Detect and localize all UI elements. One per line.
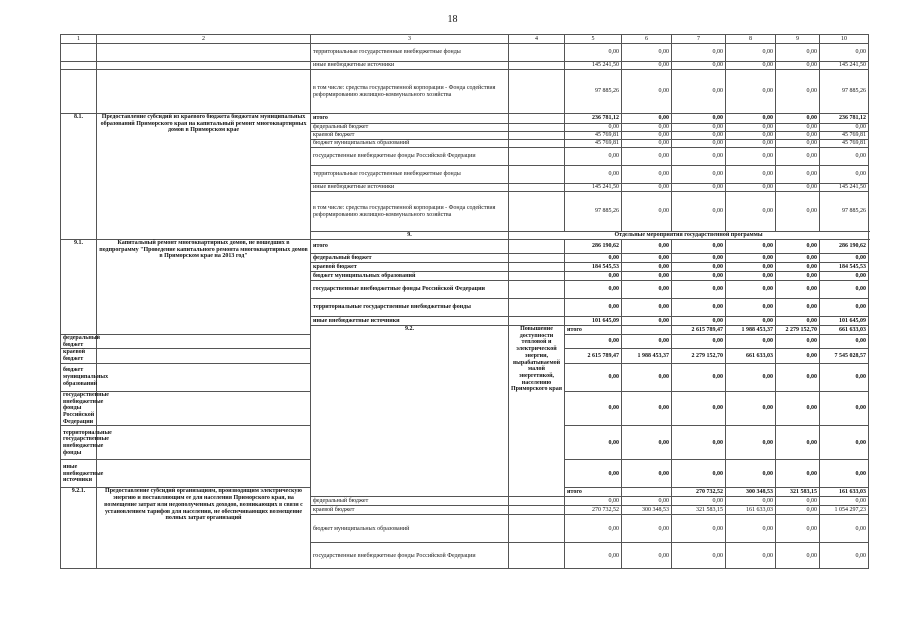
amount-cell: 0,00 bbox=[820, 272, 869, 281]
amount-cell: 0,00 bbox=[672, 460, 726, 488]
amount-cell: 0,00 bbox=[776, 132, 820, 140]
amount-cell: 0,00 bbox=[565, 335, 622, 349]
amount-cell: 0,00 bbox=[622, 240, 672, 254]
executor-cell bbox=[622, 326, 672, 335]
amount-cell: 0,00 bbox=[776, 114, 820, 124]
amount-cell: 0,00 bbox=[565, 460, 622, 488]
funding-source: бюджет муниципальных образований bbox=[61, 363, 97, 391]
amount-cell: 0,00 bbox=[622, 317, 672, 326]
amount-cell: 0,00 bbox=[672, 166, 726, 184]
amount-cell: 0,00 bbox=[622, 281, 672, 299]
amount-cell: 0,00 bbox=[622, 114, 672, 124]
executor-cell bbox=[509, 543, 565, 569]
amount-cell: 0,00 bbox=[726, 363, 776, 391]
amount-cell: 0,00 bbox=[776, 497, 820, 506]
amount-cell: 300 348,53 bbox=[726, 488, 776, 497]
amount-cell: 0,00 bbox=[726, 62, 776, 70]
amount-cell: 0,00 bbox=[672, 124, 726, 132]
amount-cell: 0,00 bbox=[726, 515, 776, 543]
amount-cell: 0,00 bbox=[726, 543, 776, 569]
executor-cell bbox=[509, 132, 565, 140]
amount-cell: 0,00 bbox=[622, 44, 672, 62]
table-row bbox=[61, 44, 869, 62]
amount-cell: 321 583,15 bbox=[776, 488, 820, 497]
amount-cell: 0,00 bbox=[776, 281, 820, 299]
funding-source: бюджет муниципальных образований bbox=[311, 272, 509, 281]
amount-cell: 2 615 789,47 bbox=[672, 326, 726, 335]
column-number: 7 bbox=[672, 35, 726, 44]
amount-cell: 0,00 bbox=[565, 254, 622, 263]
amount-cell: 97 885,26 bbox=[820, 192, 869, 232]
amount-cell: 7 545 028,57 bbox=[820, 349, 869, 363]
amount-cell: 0,00 bbox=[672, 254, 726, 263]
funding-source: иные внебюджетные источники bbox=[311, 317, 509, 326]
amount-cell: 45 769,81 bbox=[565, 140, 622, 148]
amount-cell: 101 645,09 bbox=[820, 317, 869, 326]
amount-cell: 236 781,12 bbox=[820, 114, 869, 124]
column-number: 3 bbox=[311, 35, 509, 44]
amount-cell: 0,00 bbox=[726, 254, 776, 263]
amount-cell: 1 988 453,37 bbox=[726, 326, 776, 335]
amount-cell: 0,00 bbox=[776, 506, 820, 515]
funding-source: территориальные государственные внебюджетные фонды bbox=[311, 299, 509, 317]
amount-cell: 0,00 bbox=[565, 124, 622, 132]
amount-cell: 0,00 bbox=[820, 166, 869, 184]
amount-cell: 0,00 bbox=[565, 148, 622, 166]
amount-cell: 0,00 bbox=[820, 148, 869, 166]
page-number: 18 bbox=[447, 14, 458, 25]
amount-cell: 0,00 bbox=[622, 124, 672, 132]
funding-source: бюджет муниципальных образований bbox=[311, 140, 509, 148]
amount-cell: 0,00 bbox=[776, 460, 820, 488]
amount-cell: 0,00 bbox=[672, 192, 726, 232]
amount-cell: 0,00 bbox=[622, 515, 672, 543]
executor-cell bbox=[509, 281, 565, 299]
column-number: 4 bbox=[509, 35, 565, 44]
amount-cell: 0,00 bbox=[776, 272, 820, 281]
amount-cell: 0,00 bbox=[726, 140, 776, 148]
amount-cell: 0,00 bbox=[622, 543, 672, 569]
amount-cell: 184 545,53 bbox=[820, 263, 869, 272]
executor-cell bbox=[509, 184, 565, 192]
amount-cell: 0,00 bbox=[776, 515, 820, 543]
amount-cell: 661 633,03 bbox=[820, 326, 869, 335]
amount-cell: 0,00 bbox=[776, 240, 820, 254]
funding-source: федеральный бюджет bbox=[311, 254, 509, 263]
amount-cell: 101 645,09 bbox=[565, 317, 622, 326]
amount-cell: 0,00 bbox=[776, 299, 820, 317]
amount-cell: 0,00 bbox=[672, 281, 726, 299]
item-number: 8.1. bbox=[61, 114, 97, 240]
amount-cell: 0,00 bbox=[672, 335, 726, 349]
amount-cell: 0,00 bbox=[776, 317, 820, 326]
amount-cell: 0,00 bbox=[726, 132, 776, 140]
amount-cell: 0,00 bbox=[726, 184, 776, 192]
amount-cell: 0,00 bbox=[726, 335, 776, 349]
funding-source: территориальные государственные внебюджетные фонды bbox=[311, 44, 509, 62]
column-number: 9 bbox=[776, 35, 820, 44]
amount-cell: 0,00 bbox=[726, 272, 776, 281]
funding-source: территориальные государственные внебюджетные фонды bbox=[311, 166, 509, 184]
budget-table bbox=[60, 34, 869, 569]
amount-cell: 0,00 bbox=[726, 281, 776, 299]
item-number: 9.2.1. bbox=[61, 488, 97, 569]
amount-cell: 0,00 bbox=[565, 391, 622, 426]
column-number: 8 bbox=[726, 35, 776, 44]
executor-cell bbox=[509, 263, 565, 272]
amount-cell: 0,00 bbox=[672, 114, 726, 124]
amount-cell: 184 545,53 bbox=[565, 263, 622, 272]
amount-cell: 0,00 bbox=[622, 62, 672, 70]
executor-cell bbox=[509, 114, 565, 124]
amount-cell: 0,00 bbox=[776, 124, 820, 132]
amount-cell: 0,00 bbox=[672, 497, 726, 506]
amount-cell: 300 348,53 bbox=[622, 506, 672, 515]
amount-cell: 0,00 bbox=[565, 166, 622, 184]
amount-cell: 0,00 bbox=[726, 391, 776, 426]
funding-source: итого bbox=[311, 114, 509, 124]
amount-cell: 0,00 bbox=[726, 460, 776, 488]
amount-cell: 0,00 bbox=[776, 543, 820, 569]
item-name-empty bbox=[97, 62, 311, 70]
amount-cell: 0,00 bbox=[776, 184, 820, 192]
amount-cell: 0,00 bbox=[622, 140, 672, 148]
amount-cell: 0,00 bbox=[672, 317, 726, 326]
amount-cell: 0,00 bbox=[726, 70, 776, 114]
amount-cell: 0,00 bbox=[726, 166, 776, 184]
amount-cell: 0,00 bbox=[776, 192, 820, 232]
amount-cell: 0,00 bbox=[672, 426, 726, 460]
executor-cell bbox=[509, 254, 565, 263]
amount-cell: 0,00 bbox=[820, 124, 869, 132]
amount-cell: 0,00 bbox=[726, 114, 776, 124]
amount-cell: 0,00 bbox=[565, 272, 622, 281]
amount-cell: 661 633,03 bbox=[726, 349, 776, 363]
table-row bbox=[61, 62, 869, 70]
executor-cell bbox=[509, 62, 565, 70]
item-name: Предоставление субсидий организациям, производящим электрическую энергию и поставляющим ее для населения Приморского края, на возмещение затрат или недополученных доходов, возникающих в связи с установлением тарифов для населения, не обеспечивающих возмещение полных затрат организаций bbox=[97, 488, 311, 569]
amount-cell: 161 633,03 bbox=[726, 506, 776, 515]
amount-cell: 0,00 bbox=[565, 497, 622, 506]
funding-source: государственные внебюджетные фонды Российской Федерации bbox=[311, 281, 509, 299]
amount-cell: 0,00 bbox=[672, 363, 726, 391]
funding-source: государственные внебюджетные фонды Российской Федерации bbox=[311, 148, 509, 166]
amount-cell: 0,00 bbox=[672, 391, 726, 426]
amount-cell: 161 633,03 bbox=[820, 488, 869, 497]
executor-cell bbox=[97, 363, 311, 391]
amount-cell: 0,00 bbox=[776, 263, 820, 272]
amount-cell: 0,00 bbox=[726, 124, 776, 132]
executor-cell bbox=[509, 148, 565, 166]
amount-cell: 0,00 bbox=[820, 254, 869, 263]
funding-source: краевой бюджет bbox=[61, 349, 97, 363]
column-number: 6 bbox=[622, 35, 672, 44]
amount-cell: 0,00 bbox=[726, 240, 776, 254]
funding-source: территориальные государственные внебюджетные фонды bbox=[61, 426, 97, 460]
amount-cell: 321 583,15 bbox=[672, 506, 726, 515]
amount-cell: 0,00 bbox=[622, 460, 672, 488]
item-number-empty bbox=[61, 62, 97, 70]
amount-cell: 0,00 bbox=[565, 299, 622, 317]
column-number: 2 bbox=[97, 35, 311, 44]
amount-cell: 0,00 bbox=[820, 497, 869, 506]
amount-cell: 0,00 bbox=[776, 70, 820, 114]
amount-cell: 0,00 bbox=[820, 460, 869, 488]
funding-source: краевой бюджет bbox=[311, 506, 509, 515]
amount-cell: 0,00 bbox=[622, 426, 672, 460]
amount-cell: 0,00 bbox=[776, 391, 820, 426]
funding-source: в том числе: средства государственной корпорации - Фонда содействия реформированию жилищно-коммунального хозяйства bbox=[311, 70, 509, 114]
funding-source: государственные внебюджетные фонды Российской Федерации bbox=[311, 543, 509, 569]
amount-cell: 0,00 bbox=[776, 166, 820, 184]
amount-cell: 145 241,50 bbox=[565, 62, 622, 70]
executor-cell bbox=[509, 317, 565, 326]
amount-cell: 45 769,81 bbox=[565, 132, 622, 140]
funding-source: государственные внебюджетные фонды Российской Федерации bbox=[61, 391, 97, 426]
item-name: Повышение доступности тепловой и электрической энергии, вырабатываемой малой энергетикой, населению Приморского края bbox=[509, 326, 565, 497]
amount-cell: 0,00 bbox=[672, 299, 726, 317]
amount-cell: 0,00 bbox=[776, 335, 820, 349]
amount-cell: 0,00 bbox=[622, 391, 672, 426]
amount-cell: 0,00 bbox=[726, 317, 776, 326]
funding-source: федеральный бюджет bbox=[311, 497, 509, 506]
amount-cell: 0,00 bbox=[776, 426, 820, 460]
amount-cell: 0,00 bbox=[622, 299, 672, 317]
executor-cell bbox=[509, 70, 565, 114]
table-row bbox=[61, 240, 869, 254]
executor-cell bbox=[509, 140, 565, 148]
executor-cell bbox=[509, 497, 565, 506]
amount-cell: 0,00 bbox=[622, 192, 672, 232]
executor-cell bbox=[509, 240, 565, 254]
amount-cell: 0,00 bbox=[622, 272, 672, 281]
amount-cell: 0,00 bbox=[820, 335, 869, 349]
amount-cell: 0,00 bbox=[565, 426, 622, 460]
funding-source: краевой бюджет bbox=[311, 132, 509, 140]
amount-cell: 0,00 bbox=[820, 281, 869, 299]
executor-cell bbox=[509, 44, 565, 62]
amount-cell: 0,00 bbox=[672, 70, 726, 114]
funding-source: бюджет муниципальных образований bbox=[311, 515, 509, 543]
executor-cell bbox=[97, 335, 311, 349]
amount-cell: 0,00 bbox=[776, 254, 820, 263]
item-name: Капитальный ремонт многоквартирных домов, не вошедших в подпрограмму "Проведение капитального ремонта многоквартирных домов в Приморском крае на 2013 год" bbox=[97, 240, 311, 335]
item-name: Предоставление субсидий из краевого бюджета бюджетам муниципальных образований Приморского края на капитальный ремонт многоквартирных домов в Приморском крае bbox=[97, 114, 311, 240]
executor-cell bbox=[509, 506, 565, 515]
amount-cell: 0,00 bbox=[726, 148, 776, 166]
amount-cell: 2 615 789,47 bbox=[565, 349, 622, 363]
amount-cell: 0,00 bbox=[820, 515, 869, 543]
executor-cell bbox=[509, 272, 565, 281]
item-number: 9.1. bbox=[61, 240, 97, 335]
funding-source: федеральный бюджет bbox=[61, 335, 97, 349]
executor-cell bbox=[509, 192, 565, 232]
amount-cell: 0,00 bbox=[726, 299, 776, 317]
amount-cell: 0,00 bbox=[672, 140, 726, 148]
table-row bbox=[61, 70, 869, 114]
amount-cell: 0,00 bbox=[622, 184, 672, 192]
amount-cell: 270 732,52 bbox=[672, 488, 726, 497]
amount-cell: 0,00 bbox=[726, 497, 776, 506]
amount-cell: 0,00 bbox=[672, 272, 726, 281]
amount-cell: 0,00 bbox=[622, 497, 672, 506]
amount-cell: 1 054 297,23 bbox=[820, 506, 869, 515]
executor-cell bbox=[97, 349, 311, 363]
amount-cell: 0,00 bbox=[565, 281, 622, 299]
amount-cell: 0,00 bbox=[776, 62, 820, 70]
amount-cell: 145 241,50 bbox=[565, 184, 622, 192]
amount-cell: 0,00 bbox=[776, 44, 820, 62]
column-number: 1 bbox=[61, 35, 97, 44]
amount-cell: 0,00 bbox=[622, 148, 672, 166]
amount-cell: 145 241,50 bbox=[820, 62, 869, 70]
amount-cell: 0,00 bbox=[726, 426, 776, 460]
amount-cell: 0,00 bbox=[622, 363, 672, 391]
amount-cell: 0,00 bbox=[622, 70, 672, 114]
funding-source: итого bbox=[565, 488, 622, 497]
amount-cell: 0,00 bbox=[672, 184, 726, 192]
item-name-empty bbox=[97, 44, 311, 62]
amount-cell: 97 885,26 bbox=[565, 192, 622, 232]
amount-cell: 0,00 bbox=[565, 543, 622, 569]
amount-cell: 0,00 bbox=[726, 263, 776, 272]
section-number: 9. bbox=[311, 232, 509, 240]
column-number: 5 bbox=[565, 35, 622, 44]
amount-cell: 0,00 bbox=[776, 349, 820, 363]
executor-cell bbox=[509, 299, 565, 317]
amount-cell: 0,00 bbox=[776, 363, 820, 391]
amount-cell: 0,00 bbox=[820, 543, 869, 569]
column-number: 10 bbox=[820, 35, 869, 44]
amount-cell: 0,00 bbox=[776, 140, 820, 148]
amount-cell: 0,00 bbox=[672, 44, 726, 62]
executor-cell bbox=[97, 391, 311, 426]
funding-source: иные внебюджетные источники bbox=[311, 184, 509, 192]
amount-cell: 286 190,62 bbox=[820, 240, 869, 254]
funding-source: в том числе: средства государственной корпорации - Фонда содействия реформированию жилищно-коммунального хозяйства bbox=[311, 192, 509, 232]
item-number-empty bbox=[61, 44, 97, 62]
item-number: 9.2. bbox=[311, 326, 509, 497]
funding-source: краевой бюджет bbox=[311, 263, 509, 272]
amount-cell: 270 732,52 bbox=[565, 506, 622, 515]
table-row bbox=[61, 114, 869, 124]
amount-cell: 97 885,26 bbox=[820, 70, 869, 114]
amount-cell: 0,00 bbox=[565, 515, 622, 543]
amount-cell: 286 190,62 bbox=[565, 240, 622, 254]
funding-source: итого bbox=[311, 240, 509, 254]
item-name-empty bbox=[97, 70, 311, 114]
executor-cell bbox=[97, 460, 311, 488]
amount-cell: 45 769,81 bbox=[820, 140, 869, 148]
amount-cell: 0,00 bbox=[776, 148, 820, 166]
amount-cell: 2 279 152,70 bbox=[776, 326, 820, 335]
funding-source: федеральный бюджет bbox=[311, 124, 509, 132]
funding-source: иные внебюджетные источники bbox=[61, 460, 97, 488]
amount-cell: 0,00 bbox=[726, 192, 776, 232]
funding-source: иные внебюджетные источники bbox=[311, 62, 509, 70]
amount-cell: 0,00 bbox=[622, 263, 672, 272]
executor-cell bbox=[97, 426, 311, 460]
amount-cell: 0,00 bbox=[565, 363, 622, 391]
amount-cell: 0,00 bbox=[672, 543, 726, 569]
amount-cell: 0,00 bbox=[820, 426, 869, 460]
amount-cell: 0,00 bbox=[672, 240, 726, 254]
amount-cell: 0,00 bbox=[672, 132, 726, 140]
amount-cell: 0,00 bbox=[622, 335, 672, 349]
executor-cell bbox=[509, 166, 565, 184]
table-header-row bbox=[61, 35, 869, 44]
executor-cell bbox=[509, 124, 565, 132]
amount-cell: 0,00 bbox=[820, 391, 869, 426]
funding-source: итого bbox=[565, 326, 622, 335]
item-number-empty bbox=[61, 70, 97, 114]
executor-cell bbox=[622, 488, 672, 497]
amount-cell: 0,00 bbox=[672, 148, 726, 166]
amount-cell: 0,00 bbox=[820, 44, 869, 62]
executor-cell bbox=[509, 515, 565, 543]
amount-cell: 145 241,50 bbox=[820, 184, 869, 192]
amount-cell: 0,00 bbox=[622, 166, 672, 184]
section-title: Отдельные мероприятия государственной программы bbox=[509, 232, 869, 240]
amount-cell: 0,00 bbox=[672, 263, 726, 272]
amount-cell: 97 885,26 bbox=[565, 70, 622, 114]
amount-cell: 1 988 453,37 bbox=[622, 349, 672, 363]
amount-cell: 0,00 bbox=[565, 44, 622, 62]
amount-cell: 236 781,12 bbox=[565, 114, 622, 124]
amount-cell: 0,00 bbox=[622, 254, 672, 263]
amount-cell: 45 769,81 bbox=[820, 132, 869, 140]
amount-cell: 0,00 bbox=[622, 132, 672, 140]
amount-cell: 0,00 bbox=[820, 299, 869, 317]
amount-cell: 0,00 bbox=[820, 363, 869, 391]
amount-cell: 0,00 bbox=[672, 62, 726, 70]
amount-cell: 0,00 bbox=[726, 44, 776, 62]
amount-cell: 2 279 152,70 bbox=[672, 349, 726, 363]
amount-cell: 0,00 bbox=[672, 515, 726, 543]
